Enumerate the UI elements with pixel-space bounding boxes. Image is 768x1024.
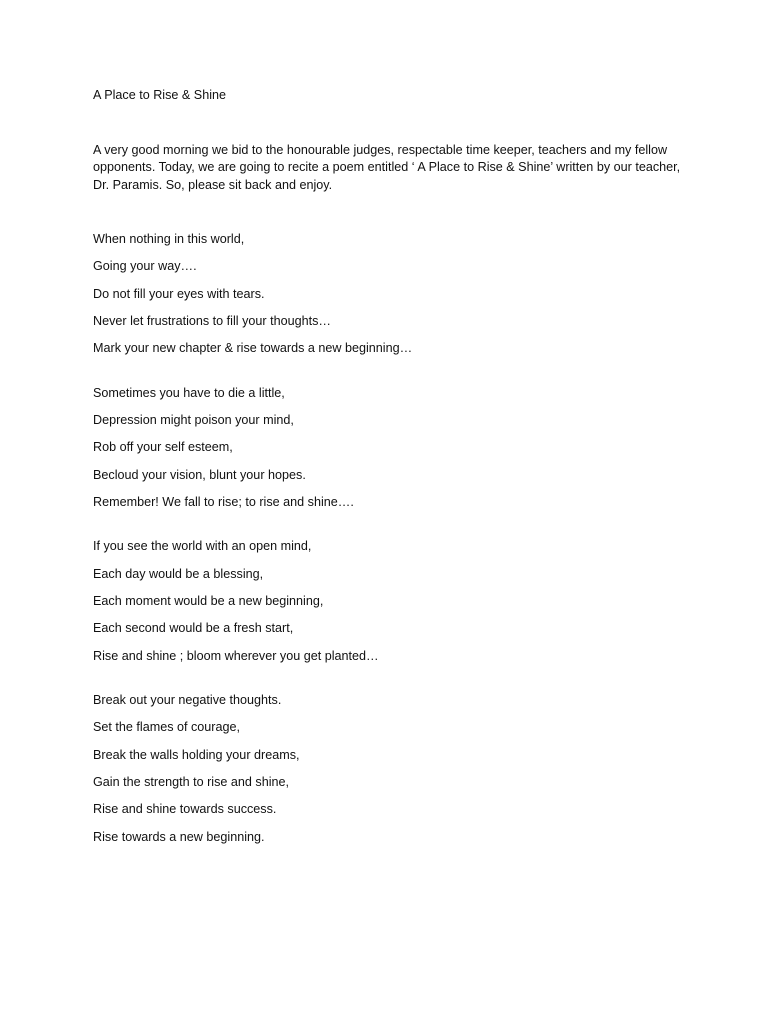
- poem-line: Do not fill your eyes with tears.: [93, 286, 265, 301]
- stanza-2: [93, 385, 693, 512]
- poem-line: Each moment would be a new beginning,: [93, 593, 324, 608]
- poem-line: Each second would be a fresh start,: [93, 621, 294, 636]
- stanza-4: [93, 692, 693, 846]
- poem-line: Depression might poison your mind,: [93, 412, 294, 427]
- poem-line: Set the flames of courage,: [93, 720, 241, 735]
- intro-paragraph: A very good morning we bid to the honourable judges, respectable time keeper, teachers and my fellow opponents. Today, we are going to recite a poem entitled ‘ A Place to Rise & Shine’ written by our teacher, Dr. Paramis. So, please sit back and enjoy.: [93, 142, 681, 192]
- poem-title: A Place to Rise & Shine: [93, 88, 227, 102]
- poem-line: Going your way….: [93, 259, 197, 274]
- poem-line: If you see the world with an open mind,: [93, 539, 312, 554]
- poem-line: Each day would be a blessing,: [93, 566, 264, 581]
- poem-line: Never let frustrations to fill your thoughts…: [93, 313, 331, 328]
- poem-line: When nothing in this world,: [93, 232, 245, 246]
- poem-line: Becloud your vision, blunt your hopes.: [93, 467, 306, 482]
- stanza-1: [93, 231, 693, 358]
- poem-line: Mark your new chapter & rise towards a new beginning…: [93, 341, 413, 356]
- poem-line: Sometimes you have to die a little,: [93, 385, 285, 400]
- poem-line: Rise and shine towards success.: [93, 802, 277, 817]
- poem-line: Break the walls holding your dreams,: [93, 747, 300, 762]
- poem-line: Gain the strength to rise and shine,: [93, 774, 290, 789]
- document-body: [93, 87, 693, 846]
- poem-line: Rise and shine ; bloom wherever you get planted…: [93, 648, 379, 663]
- poem-line: Remember! We fall to rise; to rise and shine….: [93, 494, 354, 509]
- poem-line: Rise towards a new beginning.: [93, 829, 265, 844]
- poem-line: Rob off your self esteem,: [93, 440, 233, 455]
- stanza-3: [93, 538, 693, 665]
- poem-line: Break out your negative thoughts.: [93, 693, 282, 708]
